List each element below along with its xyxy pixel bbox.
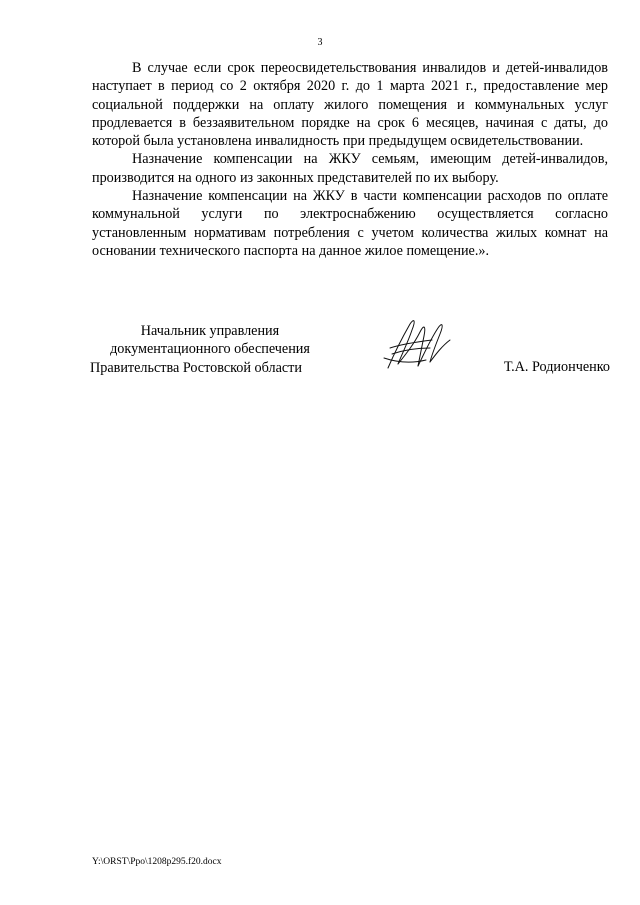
signature-block [90, 322, 610, 382]
signatory-title [90, 322, 330, 377]
document-body [92, 59, 608, 260]
signatory-title-line: Правительства Ростовской области [90, 359, 302, 376]
signatory-title-line: документационного обеспечения [110, 341, 310, 358]
handwritten-signature [380, 314, 460, 374]
file-path-footer: Y:\ORST\Ppo\1208p295.f20.docx [92, 857, 222, 867]
signatory-name: Т.А. Родионченко [503, 359, 610, 375]
page-number: 3 [317, 37, 323, 48]
paragraph-reexamination: В случае если срок переосвидетельствования инвалидов и детей-инвалидов наступает в период со 2 октября 2020 г. до 1 марта 2021 г., предоставление мер социальной поддержки на оплату жилого помещения и коммунальных услуг продлевается в беззаявительном порядке на срок 6 месяцев, начиная с даты, до которой была установлена инвалидность при предыдущем освидетельствовании. [92, 60, 608, 150]
paragraph-electricity-compensation: Назначение компенсации на ЖКУ в части компенсации расходов по оплате коммунальной услуги по электроснабжению осуществляется согласно установленным нормативам потребления с учетом количества жилых комнат на основании технического паспорта на данное жилое помещение.». [92, 188, 608, 259]
paragraph-family-compensation: Назначение компенсации на ЖКУ семьям, имеющим детей-инвалидов, производится на одного из законных представителей по их выбору. [92, 151, 608, 186]
signatory-title-line: Начальник управления [140, 323, 280, 339]
